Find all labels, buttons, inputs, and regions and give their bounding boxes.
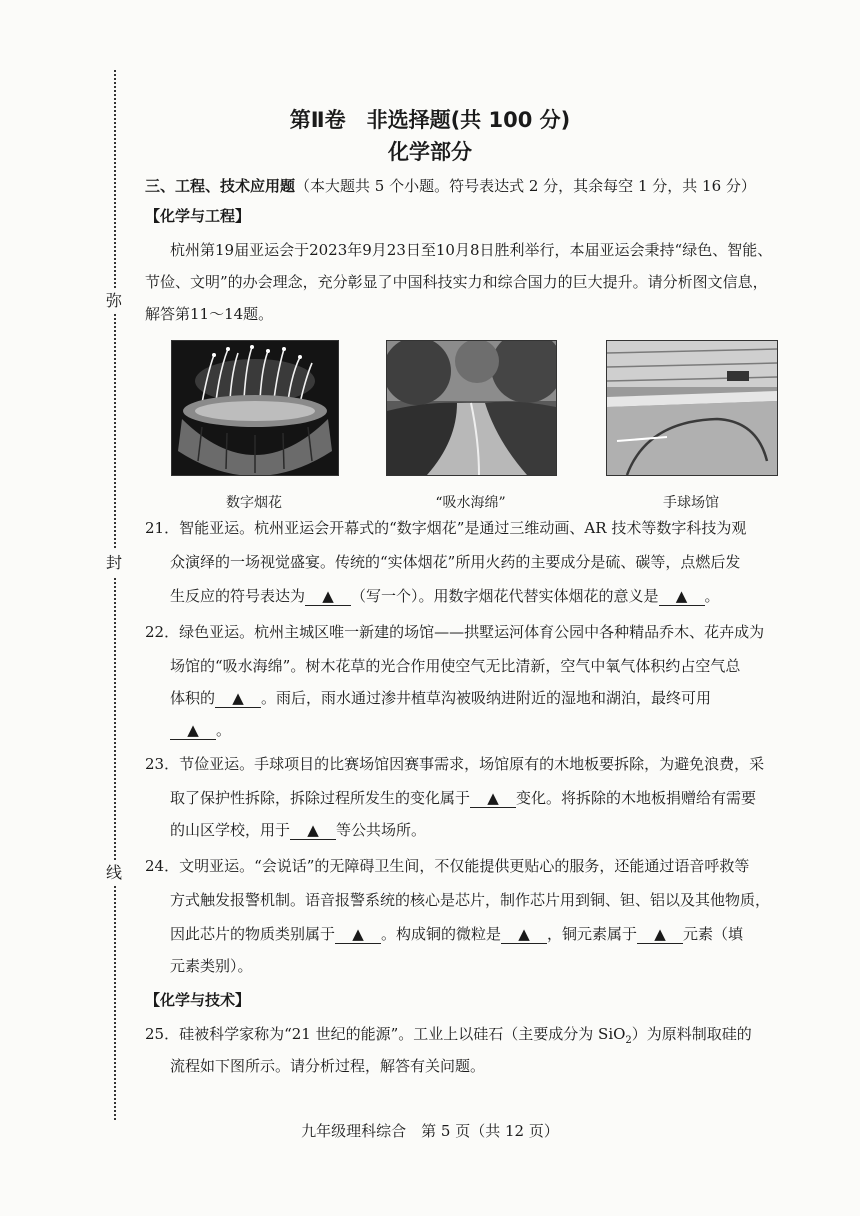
q21-line-1: 21．智能亚运。杭州亚运会开幕式的“数字烟花”是通过三维动画、AR 技术等数字科技为观	[145, 519, 747, 537]
q24-line-1: 24．文明亚运。“会说话”的无障碍卫生间，不仅能提供更贴心的服务，还能通过语音呼救等	[145, 857, 750, 875]
q25-line-1: 25．硅被科学家称为“21 世纪的能源”。工业上以硅石（主要成分为 SiO$_2$）为原料制取硅的	[145, 1025, 752, 1046]
seal-char-feng: 封	[101, 550, 127, 576]
seal-char-mi: 弥	[101, 288, 127, 314]
intro-line-1: 杭州第19届亚运会于2023年9月23日至10月8日胜利举行，本届亚运会秉持“绿色、智能、	[170, 241, 773, 259]
section-title: 化学部分	[388, 140, 472, 164]
q21-line-3: 生反应的符号表达为 ▲ （写一个）。用数字烟花代替实体烟花的意义是 ▲ 。	[170, 587, 720, 605]
seal-char-xian: 线	[101, 860, 127, 886]
sub-heading-technology: 【化学与技术】	[145, 991, 251, 1009]
photo-caption-1: 数字烟花	[226, 495, 282, 511]
q24-line-2: 方式触发报警机制。语音报警系统的核心是芯片，制作芯片用到铜、钽、铝以及其他物质，	[170, 891, 771, 909]
q22-line-1: 22．绿色亚运。杭州主城区唯一新建的场馆——拱墅运河体育公园中各种精品乔木、花卉成为	[145, 623, 765, 641]
photo-caption-3: 手球场馆	[663, 495, 719, 511]
answer-blank[interactable]: ▲	[335, 925, 381, 944]
q22-line-2: 场馆的“吸水海绵”。树木花草的光合作用使空气无比清新，空气中氧气体积约占空气总	[170, 657, 741, 675]
intro-line-2: 节俭、文明”的办会理念，充分彰显了中国科技实力和综合国力的巨大提升。请分析图文信息，	[145, 273, 768, 291]
q25-line-2: 流程如下图所示。请分析过程，解答有关问题。	[170, 1057, 486, 1075]
page-footer: 九年级理科综合 第 5 页（共 12 页）	[301, 1122, 559, 1140]
answer-blank[interactable]: ▲	[470, 789, 516, 808]
q21-line-2: 众演绎的一场视觉盛宴。传统的“实体烟花”所用火药的主要成分是硫、碳等，点燃后发	[170, 553, 741, 571]
intro-line-3: 解答第11～14题。	[145, 305, 274, 323]
answer-blank[interactable]: ▲	[501, 925, 547, 944]
q24-line-4: 元素类别）。	[170, 957, 253, 975]
sub-heading-engineering: 【化学与工程】	[145, 207, 251, 225]
answer-blank[interactable]: ▲	[215, 689, 261, 708]
digital-fireworks-photo	[171, 340, 339, 476]
binding-margin	[105, 70, 122, 1120]
seal-dotted-line	[114, 70, 116, 1120]
answer-blank[interactable]: ▲	[305, 587, 351, 606]
photo-caption-2: “吸水海绵”	[435, 495, 506, 511]
q22-line-3: 体积的 ▲ 。雨后，雨水通过渗井植草沟被吸纳进附近的湿地和湖泊，最终可用	[170, 689, 712, 707]
section3-heading: 三、工程、技术应用题（本大题共 5 个小题。符号表达式 2 分，其余每空 1 分，共 16 分）	[145, 177, 756, 195]
q23-line-3: 的山区学校，用于 ▲ 等公共场所。	[170, 821, 427, 839]
answer-blank[interactable]: ▲	[659, 587, 705, 606]
sponge-park-photo	[386, 340, 557, 476]
part-title: 第Ⅱ卷 非选择题(共 100 分)	[289, 108, 571, 132]
handball-venue-photo	[606, 340, 778, 476]
q23-line-2: 取了保护性拆除，拆除过程所发生的变化属于 ▲ 变化。将拆除的木地板捐赠给有需要	[170, 789, 757, 807]
q23-line-1: 23．节俭亚运。手球项目的比赛场馆因赛事需求，场馆原有的木地板要拆除，为避免浪费，采	[145, 755, 765, 773]
answer-blank[interactable]: ▲	[637, 925, 683, 944]
answer-blank[interactable]: ▲	[290, 821, 336, 840]
answer-blank[interactable]: ▲	[170, 721, 216, 740]
q24-line-3: 因此芯片的物质类别属于 ▲ 。构成铜的微粒是 ▲ ，铜元素属于 ▲ 元素（填	[170, 925, 744, 943]
q22-line-4: ▲ 。	[170, 720, 231, 740]
